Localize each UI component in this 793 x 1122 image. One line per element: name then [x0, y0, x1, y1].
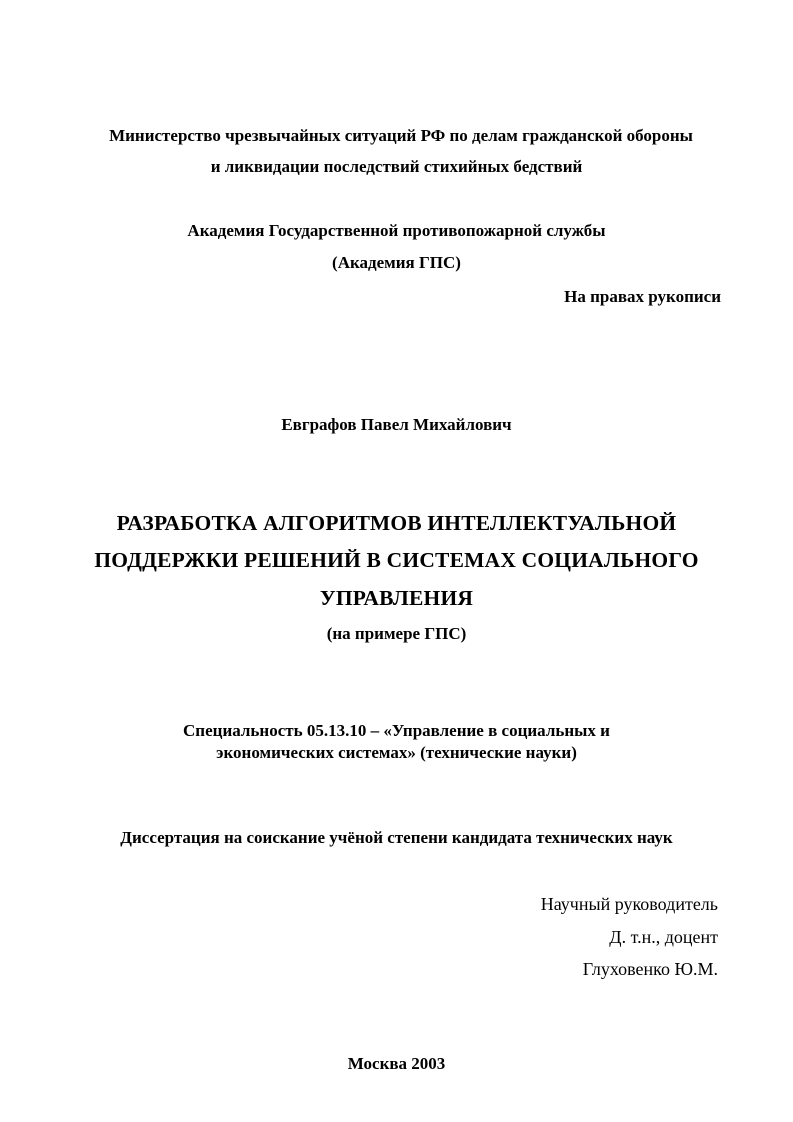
manuscript-note: На правах рукописи — [564, 287, 721, 306]
title-line-2: ПОДДЕРЖКИ РЕШЕНИЙ В СИСТЕМАХ СОЦИАЛЬНОГО — [94, 548, 699, 572]
academy-line-1: Академия Государственной противопожарной службы — [187, 221, 606, 240]
ministry-line-1: Министерство чрезвычайных ситуаций РФ по делам гражданской обороны — [109, 126, 693, 145]
city-year: Москва 2003 — [347, 1054, 446, 1073]
specialty-line-1: Специальность 05.13.10 – «Управление в социальных и — [183, 721, 610, 740]
ministry-line-2: и ликвидации последствий стихийных бедствий — [210, 157, 583, 176]
supervisor-degree: Д. т.н., доцент — [609, 927, 718, 947]
title-line-3: УПРАВЛЕНИЯ — [319, 586, 474, 610]
author-name: Евграфов Павел Михайлович — [281, 415, 512, 434]
title-subtitle: (на примере ГПС) — [326, 624, 467, 643]
academy-line-2: (Академия ГПС) — [332, 253, 461, 272]
dissertation-degree: Диссертация на соискание учёной степени кандидата технических наук — [120, 828, 673, 847]
supervisor-role: Научный руководитель — [540, 894, 718, 914]
title-line-1: РАЗРАБОТКА АЛГОРИТМОВ ИНТЕЛЛЕКТУАЛЬНОЙ — [116, 511, 677, 535]
specialty-line-2: экономических системах» (технические науки) — [216, 743, 577, 762]
supervisor-name: Глуховенко Ю.М. — [582, 959, 718, 979]
